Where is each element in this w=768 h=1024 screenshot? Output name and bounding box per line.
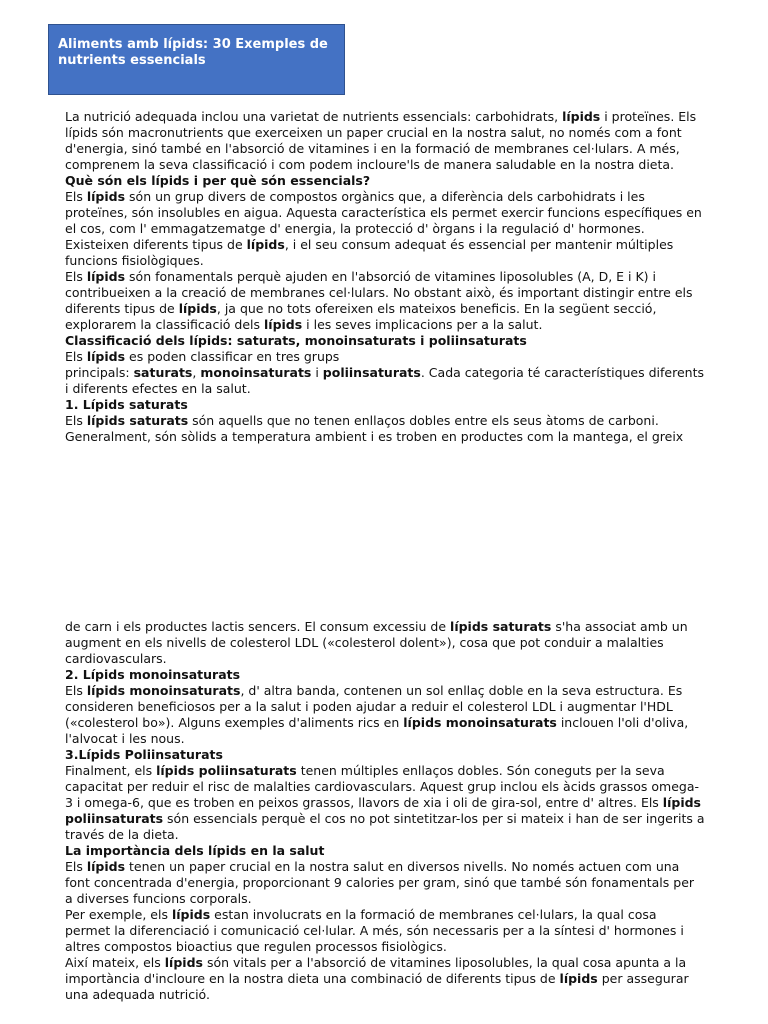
paragraph <box>65 413 705 445</box>
text-run: Classificació dels lípids: saturats, monoinsaturats i poliinsaturats <box>65 333 527 348</box>
text-run: La importància dels lípids en la salut <box>65 843 325 858</box>
bold-term: lípids <box>86 189 126 204</box>
bold-term: lípids <box>562 109 601 124</box>
bold-term: monoinsaturats <box>200 365 312 380</box>
paragraph <box>65 619 705 667</box>
text-run: Per exemple, els <box>65 907 172 922</box>
bold-term: lípids monoinsaturats <box>86 683 241 698</box>
title-banner <box>48 24 345 95</box>
text-run: Els <box>65 349 87 364</box>
text-run: 3.Lípids Poliinsaturats <box>65 747 223 762</box>
text-run: , ja que no tots ofereixen els mateixos beneficis. En la següent secció, explorarem la classificació dels <box>65 301 657 332</box>
bold-term: saturats <box>133 365 193 380</box>
paragraph <box>65 189 705 269</box>
paragraph <box>65 683 705 747</box>
bold-term: lípids monoinsaturats <box>403 715 557 730</box>
article-body-bottom <box>65 619 705 1003</box>
paragraph <box>65 955 705 1003</box>
paragraph <box>65 269 705 333</box>
paragraph <box>65 109 705 173</box>
bold-term: lípids <box>86 349 126 364</box>
text-run: 1. Lípids saturats <box>65 397 188 412</box>
bold-term: lípids <box>178 301 217 316</box>
section-heading <box>65 747 705 763</box>
text-run: són essencials perquè el cos no pot sintetitzar-los per si mateix i han de ser ingerits a través de la dieta. <box>65 811 705 842</box>
bold-term: lípids <box>86 269 126 284</box>
text-run: són aquells que no tenen enllaços dobles entre els seus àtoms de carboni. Generalment, són sòlids a temperatura ambient i es troben en productes com la mantega, el greix <box>65 413 684 444</box>
text-run: tenen un paper crucial en la nostra salut en diversos nivells. No només actuen com una font concentrada d'energia, proporcionant 9 calories per gram, sinó que també són fonamentals per a diverses funcions corporals. <box>65 859 695 906</box>
page-title: Aliments amb lípids: 30 Exemples de nutrients essencials <box>58 37 328 68</box>
article-body-top <box>65 109 705 445</box>
text-run: Els <box>65 269 87 284</box>
text-run: de carn i els productes lactis sencers. El consum excessiu de <box>65 619 451 634</box>
bold-term: lípids <box>559 971 598 986</box>
text-run: tenen múltiples enllaços dobles. Són coneguts per la seva capacitat per reduir el risc de malalties cardiovasculars. Aquest grup inclou els àcids grassos omega-3 i omega-6, que es troben en peixos grassos, llavors de xia i oli de gira-sol, entre d' altres. Els <box>65 763 699 810</box>
paragraph <box>65 907 705 955</box>
section-heading <box>65 397 705 413</box>
text-run: 2. Lípids monoinsaturats <box>65 667 241 682</box>
paragraph <box>65 763 705 843</box>
text-run: Així mateix, els <box>65 955 165 970</box>
text-run: inclouen l'oli d'oliva, l'alvocat i les nous. <box>65 715 689 746</box>
text-run: s'ha associat amb un augment en els nivells de colesterol LDL («colesterol dolent»), cosa que pot conduir a malalties cardiovasculars. <box>65 619 688 666</box>
text-run: , d' altra banda, contenen un sol enllaç doble en la seva estructura. Es consideren beneficiosos per a la salut i poden ajudar a reduir el colesterol LDL i augmentar l'HDL («colesterol bo»). Alguns exemples d'aliments rics en <box>65 683 683 730</box>
section-heading <box>65 667 705 683</box>
text-run: són fonamentals perquè ajuden en l'absorció de vitamines liposolubles (A, D, E i K) i contribueixen a la creació de membranes cel·lulars. No obstant això, és important distingir entre els diferents tipus de <box>65 269 693 316</box>
text-run: són un grup divers de compostos orgànics que, a diferència dels carbohidrats i les proteïnes, són insolubles en aigua. Aquesta característica els permet exercir funcions específiques en el cos, com l' emmagatzematge d' energia, la protecció d' òrgans i la regulació d' hormones. Existeixen diferents tipus de <box>65 189 702 252</box>
text-run: . Cada categoria té característiques diferents i diferents efectes en la salut. <box>65 365 704 396</box>
bold-term: lípids <box>171 907 211 922</box>
text-run: Què són els lípids i per què són essencials? <box>65 173 371 188</box>
bold-term: poliinsaturats <box>322 365 421 380</box>
bold-term: lípids <box>246 237 285 252</box>
paragraph <box>65 365 705 397</box>
text-run: per assegurar una adequada nutrició. <box>65 971 689 1002</box>
section-heading <box>65 173 705 189</box>
paragraph <box>65 349 705 365</box>
bold-term: lípids <box>86 859 126 874</box>
text-run: , <box>192 365 201 380</box>
text-run: Els <box>65 859 87 874</box>
text-run: principals: <box>65 365 134 380</box>
text-run: es poden classificar en tres grups <box>125 349 340 364</box>
text-run: i <box>311 365 323 380</box>
paragraph <box>65 859 705 907</box>
text-run: , i el seu consum adequat és essencial per mantenir múltiples funcions fisiològiques. <box>65 237 674 268</box>
text-run: Els <box>65 683 87 698</box>
bold-term: lípids poliinsaturats <box>156 763 297 778</box>
bold-term: lípids <box>164 955 203 970</box>
text-run: Els <box>65 413 87 428</box>
bold-term: lípids saturats <box>450 619 552 634</box>
text-run: i les seves implicacions per a la salut. <box>302 317 543 332</box>
bold-term: lípids poliinsaturats <box>65 795 701 826</box>
text-run: Finalment, els <box>65 763 157 778</box>
section-heading <box>65 333 705 349</box>
text-run: i proteïnes. Els lípids són macronutrients que exerceixen un paper crucial en la nostra salut, no només com a font d'energia, sinó també en l'absorció de vitamines i en la formació de membranes cel·lulars. A més, comprenem la seva classificació i com podem incloure'ls de manera saludable en la nostra dieta. <box>65 109 697 172</box>
text-run: són vitals per a l'absorció de vitamines liposolubles, la qual cosa apunta a la importància d'incloure en la nostra dieta una combinació de diferents tipus de <box>65 955 687 986</box>
text-run: estan involucrats en la formació de membranes cel·lulars, la qual cosa permet la diferenciació i comunicació cel·lular. A més, són necessaris per a la síntesi d' hormones i altres compostos bioactius que regulen processos fisiològics. <box>65 907 684 954</box>
text-run: La nutrició adequada inclou una varietat de nutrients essencials: carbohidrats, <box>65 109 563 124</box>
bold-term: lípids saturats <box>86 413 189 428</box>
bold-term: lípids <box>264 317 303 332</box>
section-heading <box>65 843 705 859</box>
text-run: Els <box>65 189 87 204</box>
